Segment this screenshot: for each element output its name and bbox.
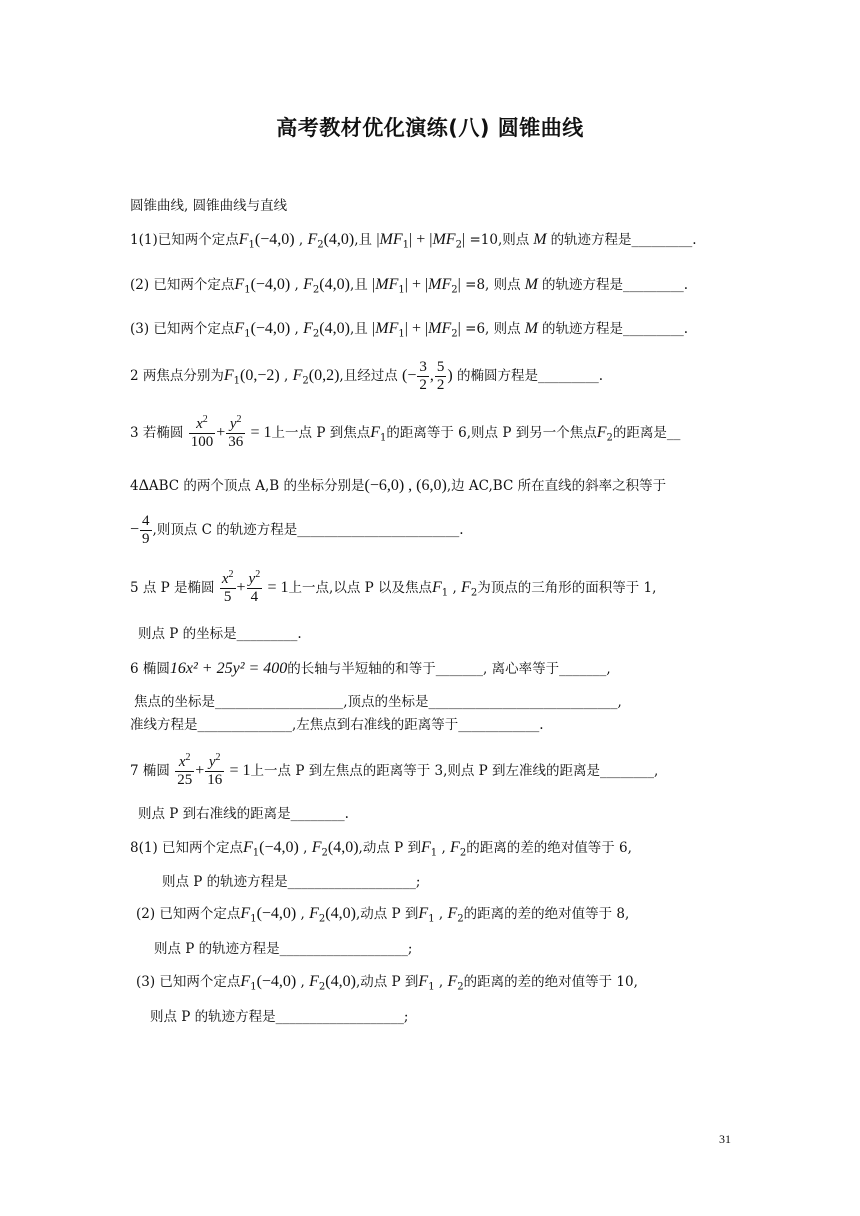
page-number: 31 (719, 1132, 731, 1146)
question-3: 3 若椭圆 $\frac{x^2}{100}$ + $\frac{y^2}{36}$ = 1上一点 P 到焦点$F_1$的距离等于 6,则点 P 到另一个焦点$F_2$的距离是__ (130, 414, 681, 450)
question-1-2: (2) 已知两个定点$F_1(-4,0)$ , $F_2(4,0)$,且 $|MF_1| + |MF_2| =8$, 则点 M 的轨迹方程是_________. (130, 276, 689, 296)
question-8-1-line-2: 则点 P 的轨迹方程是___________________; (162, 874, 421, 890)
question-8-1-line-1: 8(1) 已知两个定点$F_1(-4,0)$ , $F_2(4,0)$,动点 P 到$F_1$ , $F_2$的距离的差的绝对值等于 6, (130, 839, 632, 859)
question-6-line-1: 6 椭圆16x² + 25y² = 400的长轴与半短轴的和等于_______, 离心率等于_______, (130, 660, 611, 677)
question-8-3-line-2: 则点 P 的轨迹方程是___________________; (150, 1009, 409, 1025)
question-8-3-line-1: (3) 已知两个定点$F_1(-4,0)$ , $F_2(4,0)$,动点 P 到$F_1$ , $F_2$的距离的差的绝对值等于 10, (136, 973, 638, 993)
question-2: 2 两焦点分别为$F_1(0,-2)$ , $F_2(0,2)$,且经过点 (− $\frac{3}{2}$ , $\frac{5}{2}$ ) 的椭圆方程是_________. (130, 359, 604, 393)
page-title: 高考教材优化演练(八) 圆锥曲线 (276, 116, 584, 140)
question-8-2-line-1: (2) 已知两个定点$F_1(-4,0)$ , $F_2(4,0)$,动点 P 到$F_1$ , $F_2$的距离的差的绝对值等于 8, (136, 905, 630, 925)
section-heading: 圆锥曲线, 圆锥曲线与直线 (130, 198, 288, 214)
question-4-line-1: 4ΔABC 的两个顶点 A,B 的坐标分别是(−6,0) , (6,0),边 AC,BC 所在直线的斜率之积等于 (130, 477, 667, 494)
question-7-line-1: 7 椭圆 $\frac{x^2}{25}$ + $\frac{y^2}{16}$ = 1上一点 P 到左焦点的距离等于 3,则点 P 到左准线的距离是________, (130, 752, 659, 788)
question-5-line-1: 5 点 P 是椭圆 $\frac{x^2}{5}$ + $\frac{y^2}{4}$ = 1上一点,以点 P 以及焦点$F_1$ , $F_2$为顶点的三角形的面积等于 1, (130, 569, 657, 605)
question-7-line-2: 则点 P 到右准线的距离是________. (138, 806, 349, 822)
question-5-line-2: 则点 P 的坐标是_________. (138, 626, 302, 642)
question-4-line-2: − $\frac{4}{9}$ ,则顶点 C 的轨迹方程是________________________. (130, 513, 464, 547)
q1-1-prefix: 1(1)已知两个定点 (130, 232, 239, 248)
question-1-3: (3) 已知两个定点$F_1(-4,0)$ , $F_2(4,0)$,且 $|MF_1| + |MF_2| =6$, 则点 M 的轨迹方程是_________. (130, 320, 689, 340)
question-6-line-3: 准线方程是______________,左焦点到右准线的距离等于____________. (130, 717, 544, 733)
question-8-2-line-2: 则点 P 的轨迹方程是___________________; (154, 941, 413, 957)
question-1-1: 1(1)已知两个定点$F_1(-4,0)$ , $F_2(4,0)$,且 $|MF_1| + |MF_2| =10$,则点 M 的轨迹方程是_________. (130, 231, 697, 251)
question-6-line-2: 焦点的坐标是___________________,顶点的坐标是____________________________, (134, 694, 622, 710)
